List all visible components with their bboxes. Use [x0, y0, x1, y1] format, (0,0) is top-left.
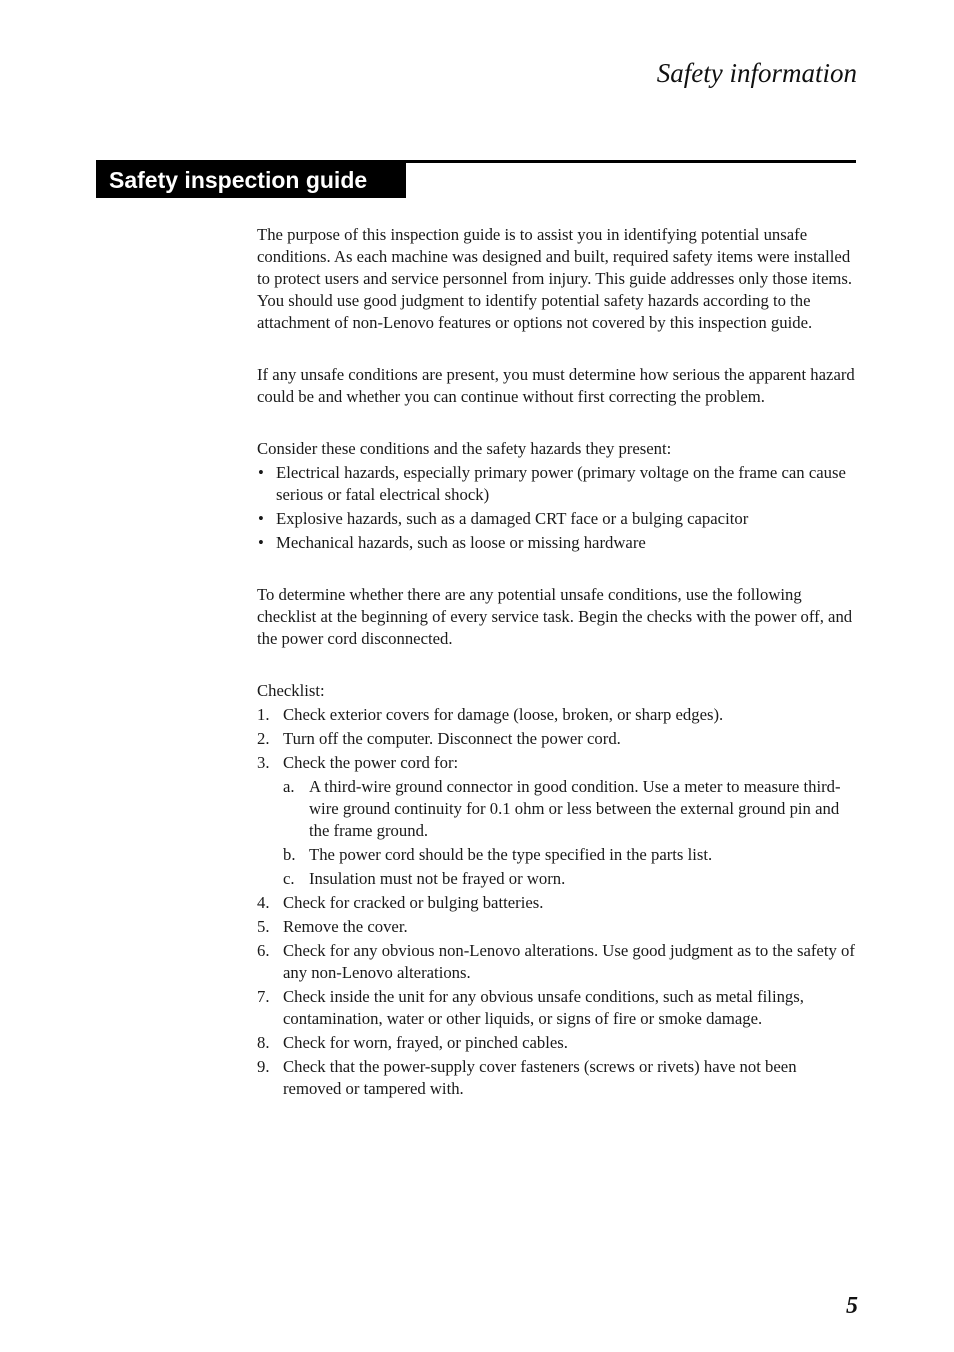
list-item: • Electrical hazards, especially primary power (primary voltage on the frame can cause serious or fatal electrical shock) [258, 463, 846, 504]
sublist-item: a. A third-wire ground connector in good condition. Use a meter to measure third-wire ground continuity for 0.1 ohm or less between the external ground pin and the frame ground. [283, 777, 841, 840]
unsafe-conditions-paragraph: If any unsafe conditions are present, you must determine how serious the apparent hazard could be and whether you can continue without first correcting the problem. [257, 365, 855, 406]
page-number: 5 [846, 1293, 858, 1319]
power-cord-sublist [283, 776, 857, 890]
running-header-title: Safety information [656, 58, 857, 88]
checklist-item: 4. Check for cracked or bulging batteries. [257, 893, 544, 912]
checklist-item: 9. Check that the power-supply cover fasteners (screws or rivets) have not been removed or tampered with. [257, 1057, 797, 1098]
checklist [257, 704, 857, 1100]
checklist-label: Checklist: [257, 681, 325, 700]
bullet-icon: • [258, 509, 264, 528]
sublist-item: b. The power cord should be the type specified in the parts list. [283, 845, 713, 864]
checklist-intro-paragraph: To determine whether there are any potential unsafe conditions, use the following checklist at the beginning of every service task. Begin the checks with the power off, and the power cord disconnected. [257, 585, 853, 648]
body-content [257, 224, 857, 1100]
hazards-list [257, 462, 857, 554]
bullet-icon: • [258, 463, 264, 482]
checklist-item: 3. Check the power cord for: a. A third-wire ground connector in good condition. Use a meter to measure third-wire ground continuity for 0.1 ohm or less between the external ground pin and the frame ground. b. The power cord should be the type specified in the parts list. c. Insulation must not be frayed or worn. [257, 752, 857, 890]
sublist-item: c. Insulation must not be frayed or worn. [283, 869, 566, 888]
bullet-icon: • [258, 533, 264, 552]
section-title: Safety inspection guide [96, 162, 406, 198]
checklist-item: 5. Remove the cover. [257, 917, 408, 936]
checklist-item: 1. Check exterior covers for damage (loose, broken, or sharp edges). [257, 705, 724, 724]
list-item: • Explosive hazards, such as a damaged CRT face or a bulging capacitor [258, 509, 749, 528]
checklist-item: 8. Check for worn, frayed, or pinched cables. [257, 1033, 568, 1052]
checklist-item: 7. Check inside the unit for any obvious unsafe conditions, such as metal filings, contamination, water or other liquids, or signs of fire or smoke damage. [257, 987, 804, 1028]
list-item: • Mechanical hazards, such as loose or missing hardware [258, 533, 646, 552]
checklist-item: 6. Check for any obvious non-Lenovo alterations. Use good judgment as to the safety of any non-Lenovo alterations. [257, 941, 855, 982]
checklist-item: 2. Turn off the computer. Disconnect the power cord. [257, 729, 621, 748]
intro-paragraph: The purpose of this inspection guide is to assist you in identifying potential unsafe conditions. As each machine was designed and built, required safety items were installed to protect users and service personnel from injury. This guide addresses only those items. You should use good judgment to identify potential safety hazards according to the attachment of non-Lenovo features or options not covered by this inspection guide. [257, 225, 853, 332]
conditions-intro-paragraph: Consider these conditions and the safety hazards they present: [257, 439, 672, 458]
